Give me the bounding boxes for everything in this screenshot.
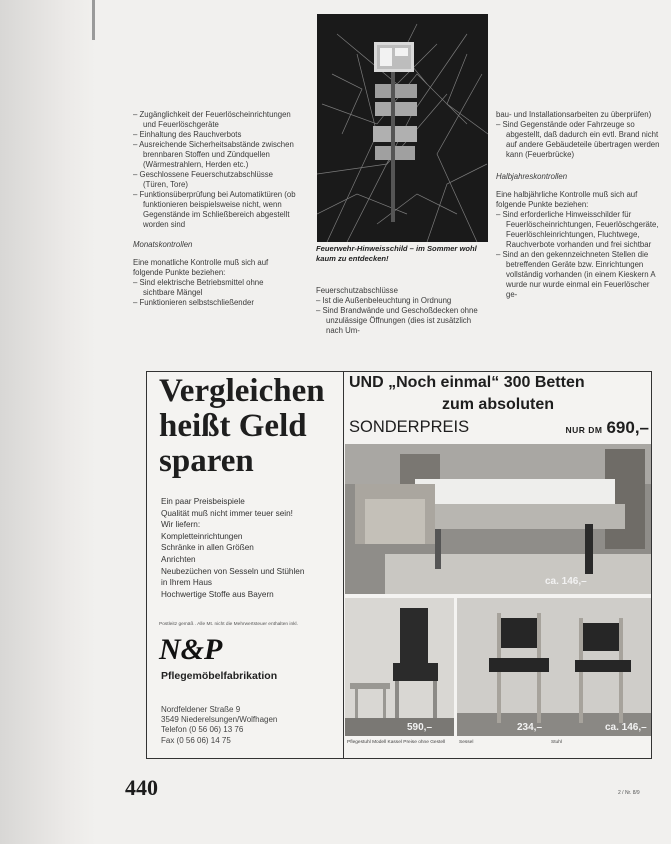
list-item: Neubezüchen von Sesseln und Stühlen [161,566,305,576]
company-address [161,705,277,746]
list-item: – Sind an den gekennzeichneten Stellen die betreffenden Geräte bzw. Einrichtungen vollständig vorhanden (in einem Kieskern A wurde nur wurde einmal ein Feuerlöscher ge- [496,250,656,299]
list-item: Ein paar Preisbeispiele [161,497,245,506]
right-column [496,110,661,300]
address-line: Fax (0 56 06) 14 75 [161,735,231,745]
company-name: Pflegemöbelfabrikation [161,670,278,682]
list-item: Wir liefern: [161,520,201,530]
chair-photo-2 [457,598,651,736]
list-item: – Funktionsüberprüfung bei Automatiktüren (ob funktionieren beispielsweise nicht, wenn Gegenstände im Schließbereich abgestellt worden sind [133,190,296,229]
special-price [565,418,649,438]
chair-image-1 [345,598,454,736]
list-item: – Sind Gegenstände oder Fahrzeuge so abgestellt, daß dadurch ein evtl. Brand nicht auf andere Gebäudeteile übertragen werden kann (Feuerbrücke) [496,120,660,159]
headline-line: Vergleichen [159,373,325,409]
promo-line: zum absoluten [441,396,554,413]
list-item: Schränke in allen Größen [161,543,254,553]
bed-photo [345,444,651,594]
middle-column [316,286,484,336]
section-heading: Monatskontrollen [133,240,193,249]
list-item: – Sind erforderliche Hinweisschilder für Feuerlöscheinrichtungen, Feuerlöschgeräte, Feuerlöschleinrichtungen, Fluchtwege, Rauchverbote vorhanden und frei sichtbar [496,210,659,249]
address-line: Telefon (0 56 06) 13 76 [161,725,244,735]
photo-caption-small: Stuhl [551,740,562,745]
list-item: Qualität muß nicht immer teuer sein! [161,508,293,518]
list-item: – Ist die Außenbeleuchtung in Ordnung [316,296,452,305]
left-column [133,110,296,308]
list-item: Anrichten [161,554,196,564]
chair2-price: 234,– [517,722,543,733]
promo-line: SONDERPREIS [349,418,470,436]
photo-caption-small: Pflegestuhl Modell Kassel Preise ohne Gestell [347,740,446,745]
furniture-advertisement [146,371,652,759]
fire-sign-image [317,14,488,242]
paragraph: Eine monatliche Kontrolle muß sich auf folgende Punkte beziehen: [133,258,269,277]
ad-headline [159,374,325,479]
list-item: in Ihrem Haus [161,578,212,588]
page-number: 440 [125,775,158,800]
footer-issue: 2 / Nr. 8/9 [618,790,640,796]
list-item: Kompletteinrichtungen [161,531,243,541]
ad-fine-print: Postleitz gemäß . Alle Mt. nicht die Mehrwertsteuer enthalten inkl. [159,622,298,627]
fire-sign-photo [317,14,488,242]
chair3-price: ca. 146,– [605,722,647,733]
company-logo: N&P [159,633,223,666]
headline-line: heißt Geld [159,408,307,444]
price-label: NUR DM [565,425,603,435]
binding-mark [92,0,95,40]
ad-right-panel [345,372,651,758]
headline-line: sparen [159,443,254,479]
ad-left-panel [147,372,344,758]
list-item: – Geschlossene Feuerschutzabschlüsse (Türen, Tore) [133,170,273,189]
page-left-shadow [0,0,96,844]
paragraph: Feuerschutzabschlüsse [316,286,398,295]
price-value: 690,– [606,418,649,437]
list-item: – Zugänglichkeit der Feuerlöscheinrichtungen und Feuerlöschgeräte [133,110,291,129]
chair1-price: 590,– [407,722,433,733]
address-line: 3549 Niederelsungen/Wolfhagen [161,715,278,725]
list-item: – Ausreichende Sicherheitsabstände zwischen brennbaren Stoffen und Zündquellen (Wärmestrahlern, Herden etc.) [133,140,294,169]
promo-line: UND „Noch einmal“ 300 Betten [349,374,585,391]
list-item: – Sind elektrische Betriebsmittel ohne sichtbare Mängel [133,278,264,297]
photo-caption-small: Sessel [459,740,474,745]
list-item: – Sind Brandwände und Geschoßdecken ohne unzulässige Öffnungen (dies ist zusätzlich nach Um- [316,306,478,335]
bed-price: ca. 146,– [545,576,587,587]
bed-image [345,444,651,594]
address-line: Nordfeldener Straße 9 [161,705,241,714]
list-item: Hochwertige Stoffe aus Bayern [161,589,274,599]
paragraph: Eine halbjährliche Kontrolle muß sich auf folgende Punkte beziehen: [496,190,638,209]
list-item: – Funktionieren selbstschließender [133,298,254,307]
ad-offer-list [161,496,339,600]
photo-caption: Feuerwehr-Hinweisschild – im Sommer wohl kaum zu entdecken! [316,244,477,263]
paragraph: bau- und Installationsarbeiten zu überprüfen) [496,110,652,119]
section-heading: Halbjahreskontrollen [496,172,568,181]
chair-photo-1 [345,598,454,736]
list-item: – Einhaltung des Rauchverbots [133,130,242,139]
chair-image-2 [457,598,651,736]
